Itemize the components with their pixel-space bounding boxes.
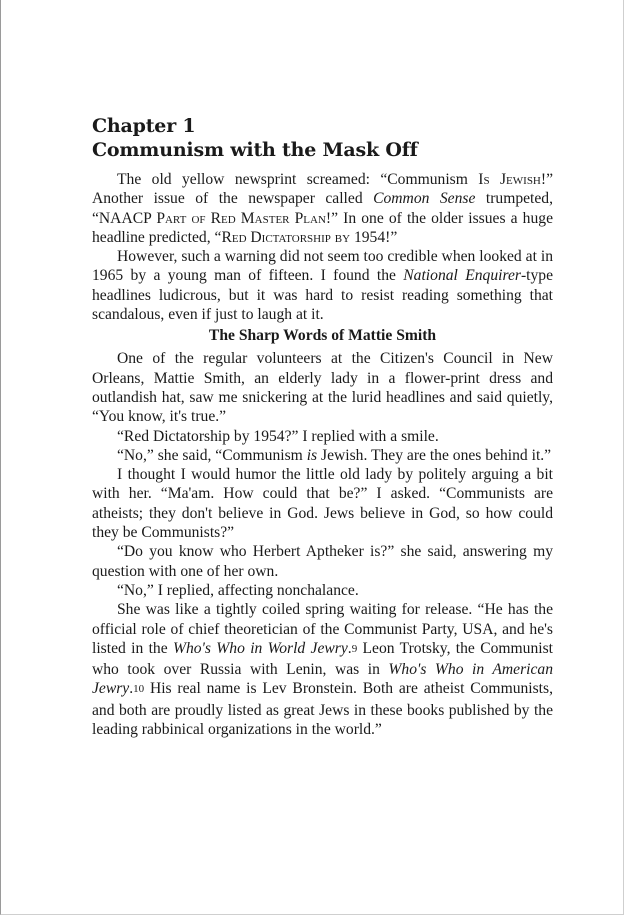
intro-paragraph-1 [92,170,553,247]
book-title: Who's Who in World Jewry [172,639,348,657]
page-content [92,114,553,739]
section-paragraph-7 [92,600,553,739]
text-run: Jewish. They are the ones behind it.” [317,446,552,464]
publication-title: National Enquirer [403,267,521,285]
section-paragraph-6: “No,” I replied, affecting nonchalance. [117,581,359,599]
headline-small-caps: Is Jewish! [478,171,547,188]
text-run: The old yellow newsprint screamed: “Communism [117,171,479,188]
newspaper-title: Common Sense [373,190,476,208]
footnote-marker: 9 [351,642,358,655]
book-title: Who's Who in American Jewry [92,661,554,698]
text-run: Leon Trotsky, the Communist who took over Russia with Lenin, was in [92,639,553,679]
section-paragraph-5: “Do you know who Herbert Aptheker is?” she said, answering my question with one of her own. [92,543,553,580]
text-run: She was like a tightly coiled spring waiting for release. “He has the official role of chief theoretician of the Communist Party, USA, and he's listed in the [92,601,553,657]
intro-paragraph-2 [92,247,553,324]
text-run: ” [390,228,398,246]
text-run: trumpeted, “ [92,190,553,227]
headline-small-caps: NAACP Part of Red Master Plan! [98,209,332,227]
text-run: . [129,680,134,698]
headline-small-caps: Red Dictatorship by 1954! [221,228,391,246]
chapter-title: Communism with the Mask Off [92,139,418,161]
footnote-marker: 10 [133,683,145,696]
text-run: ” In one of the older issues a huge headline predicted, “ [92,209,553,246]
chapter-heading [92,114,553,162]
text-run: . [347,639,352,657]
section-heading: The Sharp Words of Mattie Smith [208,327,437,345]
text-run: However, such a warning did not seem too credible when looked at in 1965 by a young man of fifteen. I found the [92,248,553,285]
text-run: “No,” she said, “Communism [117,446,307,464]
text-run: ” Another issue of the newspaper called [92,171,553,208]
chapter-label: Chapter 1 [92,115,196,137]
section-paragraph-3 [92,446,553,465]
text-run: -type headlines ludicrous, but it was hard to resist reading something that scandalous, even if just to laugh at it. [92,267,553,324]
section-paragraph-1: One of the regular volunteers at the Citizen's Council in New Orleans, Mattie Smith, an elderly lady in a flower-print dress and outlandish hat, saw me snickering at the lurid headlines and said quietly, “You know, it's true.” [92,350,553,426]
emphasis: is [306,446,318,464]
text-run: His real name is Lev Bronstein. Both are atheist Communists, and both are proudly listed as great Jews in these books published by the leading rabbinical organizations in the world.” [92,680,553,739]
section-paragraph-4: I thought I would humor the little old lady by politely arguing a bit with her. “Ma'am. How could that be?” I asked. “Communists are atheists; they don't believe in God. Jews believe in God, so how could they be Communists?” [92,466,553,542]
section-paragraph-2: “Red Dictatorship by 1954?” I replied with a smile. [117,427,439,445]
